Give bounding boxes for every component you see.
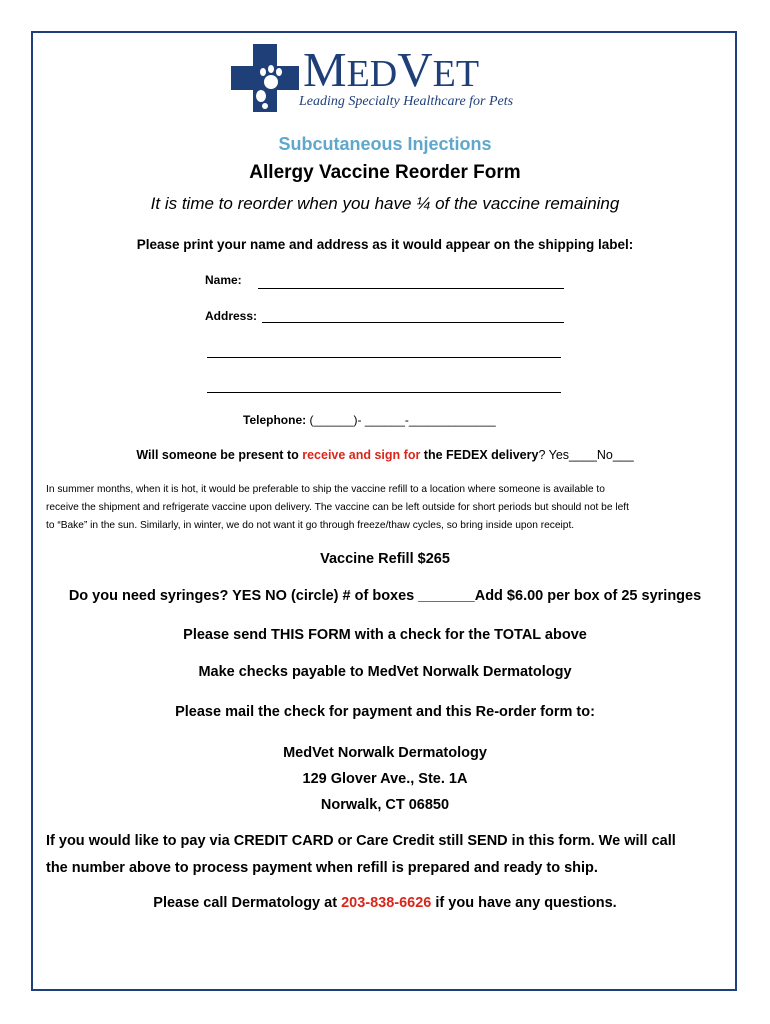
print-instruction: Please print your name and address as it would appear on the shipping label: xyxy=(136,237,634,252)
mail-instruction: Please mail the check for payment and this Re-order form to: xyxy=(175,704,595,720)
fedex-yes-no[interactable]: ? Yes____No___ xyxy=(538,448,634,462)
vaccine-refill-price: Vaccine Refill $265 xyxy=(320,551,450,567)
address-field-line-1[interactable] xyxy=(262,322,564,323)
name-field[interactable] xyxy=(258,288,564,289)
brand-tagline: Leading Specialty Healthcare for Pets xyxy=(299,94,514,109)
checks-payable: Make checks payable to MedVet Norwalk Dermatology xyxy=(198,664,572,680)
telephone-label: Telephone: xyxy=(243,413,307,427)
medvet-logo xyxy=(231,44,541,116)
mailing-address: MedVet Norwalk Dermatology 129 Glover Ave., Ste. 1A Norwalk, CT 06850 xyxy=(283,745,487,813)
dermatology-phone: 203-838-6626 xyxy=(341,895,432,911)
address-field-line-3[interactable] xyxy=(207,392,561,393)
call-dermatology: Please call Dermatology at 203-838-6626 if you have any questions. xyxy=(153,895,617,911)
telephone-row[interactable] xyxy=(243,413,496,427)
form-subtitle: Subcutaneous Injections xyxy=(278,134,492,154)
brand-name: MEDVET xyxy=(303,42,480,97)
address-field-line-2[interactable] xyxy=(207,357,561,358)
reorder-note: It is time to reorder when you have ¼ of the vaccine remaining xyxy=(150,194,620,213)
name-label: Name: xyxy=(205,273,242,287)
telephone-blank: (______)- ______-_____________ xyxy=(309,413,496,427)
credit-card-note: If you would like to pay via CREDIT CARD or Care Credit still SEND in this form. We will call the number above to process payment when refill is prepared and ready to ship. xyxy=(46,833,676,876)
fedex-question: Will someone be present to receive and sign for the FEDEX delivery? Yes____No___ xyxy=(136,448,634,462)
form-title: Allergy Vaccine Reorder Form xyxy=(249,162,521,183)
send-form-instruction: Please send THIS FORM with a check for the TOTAL above xyxy=(183,627,587,643)
address-label: Address: xyxy=(205,309,258,323)
fedex-highlight: receive and sign for xyxy=(302,448,421,462)
syringes-question[interactable]: Do you need syringes? YES NO (circle) # of boxes _______Add $6.00 per box of 25 syringes xyxy=(68,588,702,604)
shipping-paragraph: In summer months, when it is hot, it would be preferable to ship the vaccine refill to a location where someone is available to receive the shipment and refrigerate vaccine upon delivery. The vaccine can be left outside for short periods but should not be left to “Bake” in the sun. Similarly, in winter, we do not want it go through freeze/thaw cycles, so bring inside upon receipt. xyxy=(46,484,629,531)
medical-cross-paw-icon xyxy=(231,44,299,112)
